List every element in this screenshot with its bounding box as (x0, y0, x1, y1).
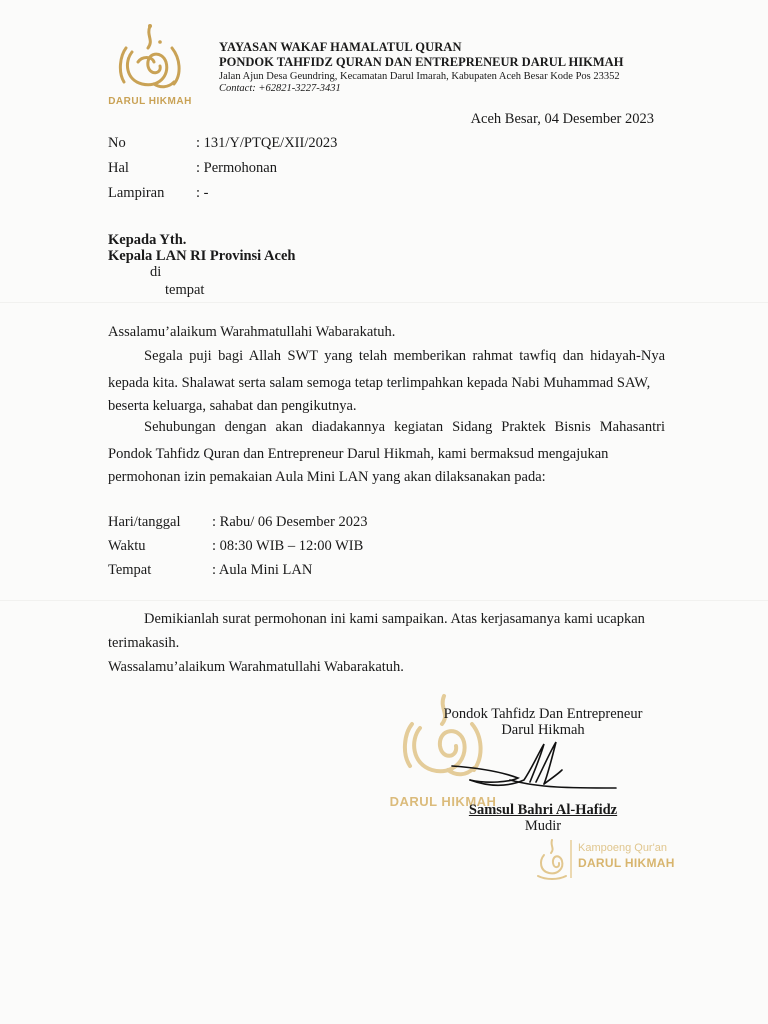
meta-value: : 131/Y/PTQE/XII/2023 (196, 135, 338, 151)
footer-emblem-icon (532, 838, 572, 884)
kampoeng-quran-logo (532, 836, 682, 888)
logo-wordmark: DARUL HIKMAH (108, 96, 192, 107)
recipient-place: tempat (165, 282, 205, 298)
footer-logo-name: DARUL HIKMAH (578, 856, 675, 870)
page-fold-line (0, 302, 768, 303)
meta-row-number (108, 135, 337, 152)
farewell: Wassalamu’alaikum Warahmatullahi Wabarakatuh. (108, 659, 404, 675)
handwritten-signature-icon (440, 736, 620, 800)
paragraph-praise: Segala puji bagi Allah SWT yang telah memberikan rahmat tawfiq dan hidayah-Nya kepada kita. Shalawat serta salam semoga tetap terlimpahkan kepada Nabi Muhammad SAW, (108, 348, 665, 391)
signatory-name: Samsul Bahri Al-Hafidz (468, 802, 618, 818)
closing-statement: Demikianlah surat permohonan ini kami sampaikan. Atas kerjasamanya kami ucapkan (144, 611, 645, 627)
letterhead (219, 40, 623, 95)
signatory-title: Mudir (524, 818, 562, 834)
paragraph-request: Sehubungan dengan akan diadakannya kegiatan Sidang Praktek Bisnis Mahasantri Pondok Tahfidz Quran dan Entrepreneur Darul Hikmah, kami bermaksud mengajukan (108, 419, 665, 462)
schedule-label: Hari/tanggal (108, 514, 181, 530)
meta-label: Lampiran (108, 185, 165, 201)
paragraph-request-end: permohonan izin pemakaian Aula Mini LAN yang akan dilaksanakan pada: (108, 469, 546, 485)
schedule-value: : 08:30 WIB – 12:00 WIB (212, 538, 364, 554)
paragraph-praise-end: beserta keluarga, sahabat dan pengikutnya. (108, 398, 357, 414)
org-name: YAYASAN WAKAF HAMALATUL QURAN (219, 40, 462, 54)
meta-value: : - (196, 185, 209, 201)
recipient-salutation: Kepada Yth. (108, 232, 187, 248)
schedule-day (108, 514, 367, 531)
recipient-di: di (150, 264, 162, 280)
signature-org-name: Darul Hikmah (501, 722, 585, 738)
schedule-time (108, 538, 363, 555)
page-fold-line (0, 600, 768, 601)
meta-row-subject (108, 160, 277, 177)
schedule-label: Tempat (108, 562, 152, 578)
schedule-value: : Aula Mini LAN (212, 562, 313, 578)
letter-date: Aceh Besar, 04 Desember 2023 (470, 111, 654, 127)
logo-divider (570, 840, 572, 878)
address: Jalan Ajun Desa Geundring, Kecamatan Darul Imarah, Kabupaten Aceh Besar Kode Pos 23352 (219, 71, 620, 82)
meta-label: No (108, 135, 126, 151)
recipient-name: Kepala LAN RI Provinsi Aceh (108, 248, 296, 264)
stamp-wordmark: DARUL HIKMAH (389, 794, 497, 809)
meta-value: : Permohonan (196, 160, 277, 176)
darul-hikmah-logo (102, 22, 198, 112)
institution-name: PONDOK TAHFIDZ QURAN DAN ENTREPRENEUR DARUL HIKMAH (219, 55, 624, 69)
footer-logo-tagline: Kampoeng Qur'an (578, 842, 667, 854)
meta-label: Hal (108, 160, 129, 176)
greeting: Assalamu’alaikum Warahmatullahi Wabarakatuh. (108, 324, 396, 340)
contact: Contact: +62821-3227-3431 (219, 83, 341, 94)
closing-statement-end: terimakasih. (108, 635, 180, 651)
meta-row-attachment (108, 185, 208, 202)
schedule-label: Waktu (108, 538, 146, 554)
schedule-value: : Rabu/ 06 Desember 2023 (212, 514, 368, 530)
schedule-place (108, 562, 312, 579)
signature-org: Pondok Tahfidz Dan Entrepreneur (443, 706, 643, 722)
